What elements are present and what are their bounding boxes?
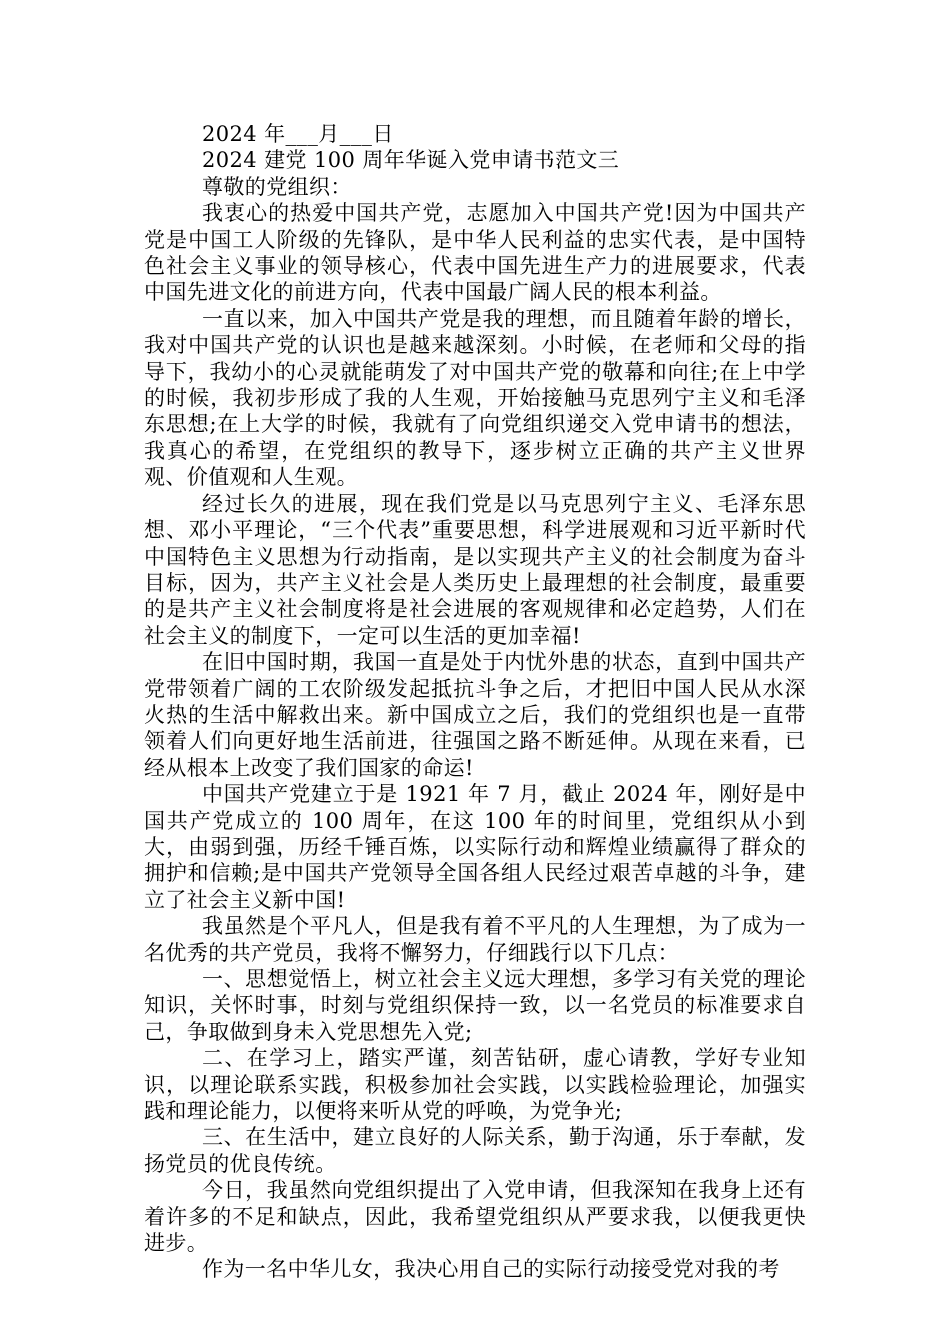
date-line: 2024 年___月___日 [202, 122, 394, 146]
paragraph-5: 中国共产党建立于是 1921 年 7 月，截止 2024 年，刚好是中国共产党成立的 100 周年，在这 100 年的时间里，党组织从小到大，由弱到强，历经千锤百炼，以实际行动和辉煌业绩赢得了群众的拥护和信赖;是中国共产党领导全国各组人民经过艰苦卓越的斗争，建立了社会主义新中国! [144, 782, 806, 912]
paragraph-4: 在旧中国时期，我国一直是处于内忧外患的状态，直到中国共产党带领着广阔的工农阶级发起抵抗斗争之后，才把旧中国人民从水深火热的生活中解救出来。新中国成立之后，我们的党组织也是一直带领着人们向更好地生活前进，往强国之路不断延伸。从现在来看，已经从根本上改变了我们国家的命运! [144, 650, 806, 780]
paragraph-2: 一直以来，加入中国共产党是我的理想，而且随着年龄的增长，我对中国共产党的认识也是越来越深刻。小时候，在老师和父母的指导下，我幼小的心灵就能萌发了对中国共产党的敬幕和向往;在上中学的时候，我初步形成了我的人生观，开始接触马克思列宁主义和毛泽东思想;在上大学的时候，我就有了向党组织递交入党申请书的想法，我真心的希望，在党组织的教导下，逐步树立正确的共产主义世界观、价值观和人生观。 [144, 306, 806, 490]
salutation: 尊敬的党组织： [202, 174, 352, 199]
paragraph-11: 作为一名中华儿女，我决心用自己的实际行动接受党对我的考 [202, 1257, 780, 1282]
paragraph-1: 我衷心的热爱中国共产党，志愿加入中国共产党!因为中国共产党是中国工人阶级的先锋队，是中华人民利益的忠实代表，是中国特色社会主义事业的领导核心，代表中国先进生产力的进展要求，代表中国先进文化的前进方向，代表中国最广阔人民的根本利益。 [144, 201, 806, 305]
document-title: 2024 建党 100 周年华诞入党申请书范文三 [202, 148, 620, 173]
paragraph-6: 我虽然是个平凡人，但是我有着不平凡的人生理想，为了成为一名优秀的共产党员，我将不懈努力，仔细践行以下几点： [144, 914, 806, 965]
paragraph-7: 一、思想觉悟上，树立社会主义远大理想，多学习有关党的理论知识，关怀时事，时刻与党组织保持一致，以一名党员的标准要求自己，争取做到身未入党思想先入党; [144, 967, 806, 1044]
paragraph-8: 二、在学习上，踏实严谨，刻苦钻研，虚心请教，学好专业知识，以理论联系实践，积极参加社会实践，以实践检验理论，加强实践和理论能力，以便将来听从党的呼唤，为党争光; [144, 1046, 806, 1124]
paragraph-10: 今日，我虽然向党组织提出了入党申请，但我深知在我身上还有着许多的不足和缺点，因此，我希望党组织从严要求我，以便我更快进步。 [144, 1178, 806, 1256]
paragraph-9: 三、在生活中，建立良好的人际关系，勤于沟通，乐于奉献，发扬党员的优良传统。 [144, 1125, 806, 1176]
paragraph-3: 经过长久的进展，现在我们党是以马克思列宁主义、毛泽东思想、邓小平理论，“三个代表”重要思想，科学进展观和习近平新时代中国特色主义思想为行动指南，是以实现共产主义的社会制度为奋斗目标，因为，共产主义社会是人类历史上最理想的社会制度，最重要的是共产主义社会制度将是社会进展的客观规律和必定趋势，人们在社会主义的制度下，一定可以生活的更加幸福! [144, 491, 806, 648]
document-body [144, 121, 806, 1283]
